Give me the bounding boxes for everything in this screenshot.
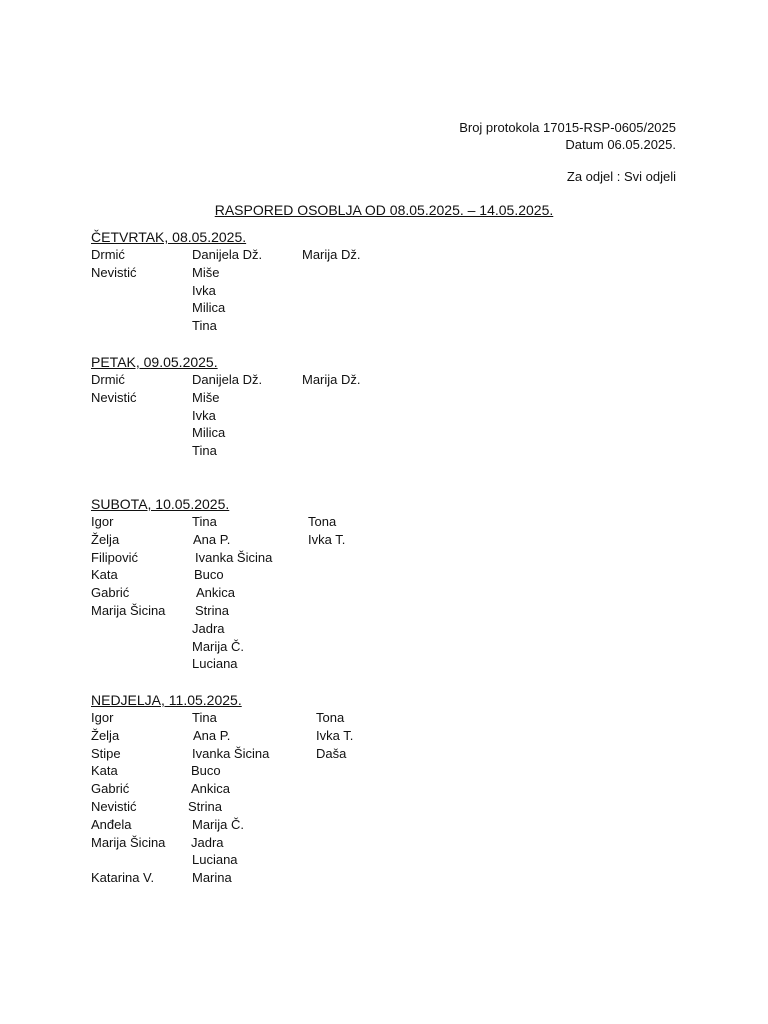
staff-name: Ana P.: [193, 727, 231, 743]
schedule-row: [91, 727, 354, 745]
schedule-row: [91, 317, 246, 335]
staff-surname: Marija Šicina: [91, 834, 166, 850]
staff-name: Strina: [195, 602, 229, 618]
day-section: [91, 228, 361, 335]
staff-name-extra: Daša: [316, 745, 347, 761]
schedule-row: [91, 762, 242, 780]
staff-name: Marija Č.: [192, 638, 245, 654]
staff-name: Ivka: [192, 282, 216, 298]
staff-surname: Nevistić: [91, 264, 137, 280]
staff-surname: Igor: [91, 514, 114, 529]
day-section: [91, 691, 354, 887]
schedule-row: [91, 602, 229, 620]
staff-name: Ivanka Šicina: [192, 745, 270, 761]
staff-surname: Gabrić: [91, 781, 130, 797]
protocol-date: Datum 06.05.2025.: [565, 137, 676, 152]
schedule-row: [91, 442, 218, 460]
schedule-row: [91, 745, 347, 763]
staff-name: Ivka: [192, 407, 216, 423]
day-title: SUBOTA, 10.05.2025.: [91, 496, 230, 512]
staff-name-extra: Ivka T.: [316, 727, 354, 743]
staff-name: Miše: [192, 264, 220, 280]
staff-name-extra: Tona: [308, 514, 337, 529]
staff-surname: Kata: [91, 763, 118, 779]
staff-surname: Filipović: [91, 549, 138, 565]
schedule-row: [91, 246, 361, 264]
staff-surname: Igor: [91, 710, 114, 725]
department-line: Za odjel : Svi odjeli: [566, 169, 676, 184]
protocol-header: [459, 119, 676, 153]
schedule-row: [91, 620, 229, 638]
schedule-row: [91, 282, 246, 300]
staff-name: Tina: [192, 443, 217, 459]
schedule-row: [91, 299, 246, 317]
schedule-row: [91, 584, 236, 602]
staff-surname: Katarina V.: [91, 870, 155, 886]
schedule-row: [91, 407, 218, 425]
schedule-row: [91, 389, 218, 407]
staff-name: Marina: [192, 870, 232, 886]
staff-surname: Drmić: [91, 372, 125, 387]
schedule-row: [91, 834, 242, 852]
staff-name-extra: Marija Dž.: [302, 372, 361, 387]
staff-name: Jadra: [192, 620, 225, 636]
staff-name-extra: Ivka T.: [308, 531, 346, 547]
staff-name: Buco: [191, 763, 221, 779]
day-title: ČETVRTAK, 08.05.2025.: [91, 229, 247, 245]
staff-name: Marija Č.: [192, 816, 245, 832]
staff-surname: Željа: [91, 531, 120, 547]
schedule-row: [91, 264, 246, 282]
staff-surname: Stipe: [91, 745, 121, 761]
staff-name: Tina: [192, 318, 217, 334]
schedule-row: [91, 780, 242, 798]
staff-name: Miše: [192, 389, 220, 405]
day-section: [91, 495, 346, 673]
protocol-number: Broj protokola 17015-RSP-0605/2025: [459, 120, 676, 135]
staff-surname: Anđela: [91, 816, 132, 832]
staff-surname: Nevistić: [91, 798, 137, 814]
staff-surname: Nevistić: [91, 389, 137, 405]
staff-name-extra: Tona: [316, 710, 345, 725]
schedule-row: [91, 816, 245, 834]
schedule-row: [91, 638, 245, 656]
schedule-row: [91, 371, 361, 389]
staff-name: Strina: [188, 798, 222, 814]
staff-name: Ankica: [196, 585, 236, 601]
schedule-row: [91, 566, 229, 584]
staff-name: Buco: [194, 567, 224, 583]
staff-surname: Marija Šicina: [91, 602, 166, 618]
staff-name: Milica: [192, 425, 226, 441]
staff-name: Ana P.: [193, 531, 231, 547]
schedule-row: [91, 549, 273, 567]
schedule-row: [91, 851, 242, 869]
schedule-row: [91, 531, 346, 549]
staff-name: Ivanka Šicina: [195, 549, 273, 565]
schedule-row: [91, 798, 242, 816]
staff-surname: Drmić: [91, 247, 125, 262]
day-section: [91, 353, 361, 460]
day-title: NEDJELJA, 11.05.2025.: [91, 692, 242, 708]
schedule-row: [91, 424, 226, 442]
staff-name-extra: Marija Dž.: [302, 247, 361, 262]
schedule-row: [91, 869, 242, 887]
staff-name: Tina: [192, 514, 217, 529]
document-title: RASPORED OSOBLJA OD 08.05.2025. – 14.05.2025.: [214, 202, 554, 218]
staff-name: Luciana: [192, 656, 238, 672]
staff-name: Ankica: [191, 781, 231, 797]
staff-surname: Gabrić: [91, 585, 130, 601]
schedule-row: [91, 655, 238, 673]
staff-name: Jadra: [191, 834, 224, 850]
staff-name: Danijela Dž.: [192, 247, 263, 262]
staff-name: Danijela Dž.: [192, 372, 263, 387]
staff-name: Luciana: [192, 852, 238, 868]
staff-name: Tina: [192, 710, 217, 725]
day-title: PETAK, 09.05.2025.: [91, 354, 218, 370]
staff-surname: Kata: [91, 567, 118, 583]
staff-name: Milica: [192, 300, 226, 316]
schedule-row: [91, 513, 337, 531]
schedule-row: [91, 709, 345, 727]
staff-surname: Željа: [91, 727, 120, 743]
